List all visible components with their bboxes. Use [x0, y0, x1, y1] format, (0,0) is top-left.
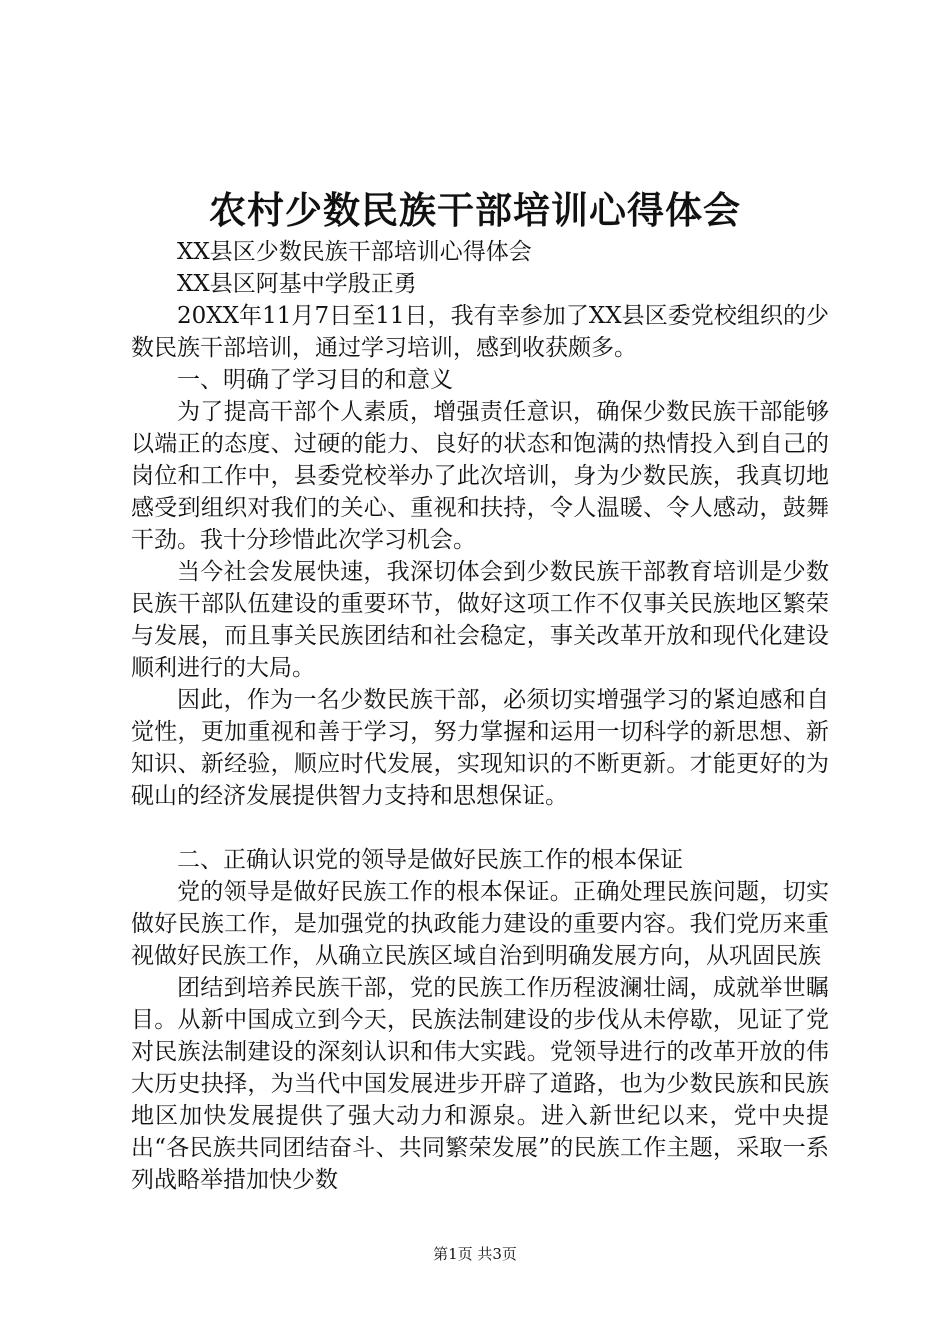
section-heading: 二、正确认识党的领导是做好民族工作的根本保证 [177, 847, 683, 873]
body-paragraph: 党的领导是做好民族工作的根本保证。正确处理民族问题，切实做好民族工作，是加强党的执政能力建设的重要内容。我们党历来重视做好民族工作，从确立民族区域自治到明确发展方向，从巩固民族 [131, 879, 829, 969]
body-paragraph: 当今社会发展快速，我深切体会到少数民族干部教育培训是少数民族干部队伍建设的重要环节，做好这项工作不仅事关民族地区繁荣与发展，而且事关民族团结和社会稳定，事关改革开放和现代化建设顺利进行的大局。 [131, 559, 829, 681]
document-body [131, 236, 829, 1196]
body-paragraph: 为了提高干部个人素质，增强责任意识，确保少数民族干部能够以端正的态度、过硬的能力、良好的状态和饱满的热情投入到自己的岗位和工作中，县委党校举办了此次培训，身为少数民族，我真切地感受到组织对我们的关心、重视和扶持，令人温暖、令人感动，鼓舞干劲。我十分珍惜此次学习机会。 [131, 399, 829, 553]
body-paragraph: 团结到培养民族干部，党的民族工作历程波澜壮阔，成就举世瞩目。从新中国成立到今天，民族法制建设的步伐从未停歇，见证了党对民族法制建设的深刻认识和伟大实践。党领导进行的改革开放的伟大历史抉择，为当代中国发展进步开辟了道路，也为少数民族和民族地区加快发展提供了强大动力和源泉。进入新世纪以来，党中央提出“各民族共同团结奋斗、共同繁荣发展”的民族工作主题，采取一系列战略举措加快少数 [131, 975, 829, 1193]
author-paragraph: XX县区阿基中学殷正勇 [177, 271, 417, 297]
subtitle-paragraph: XX县区少数民族干部培训心得体会 [177, 239, 532, 265]
body-paragraph: 20XX年11月7日至11日，我有幸参加了XX县区委党校组织的少数民族干部培训，通过学习培训，感到收获颇多。 [131, 303, 829, 361]
page-title: 农村少数民族干部培训心得体会 [209, 188, 741, 232]
body-paragraph: 因此，作为一名少数民族干部，必须切实增强学习的紧迫感和自觉性，更加重视和善于学习，努力掌握和运用一切科学的新思想、新知识、新经验，顺应时代发展，实现知识的不断更新。才能更好的为砚山的经济发展提供智力支持和思想保证。 [131, 687, 829, 809]
section-heading: 一、明确了学习目的和意义 [177, 367, 453, 393]
page-number: 第1页 共3页 [433, 1245, 517, 1263]
